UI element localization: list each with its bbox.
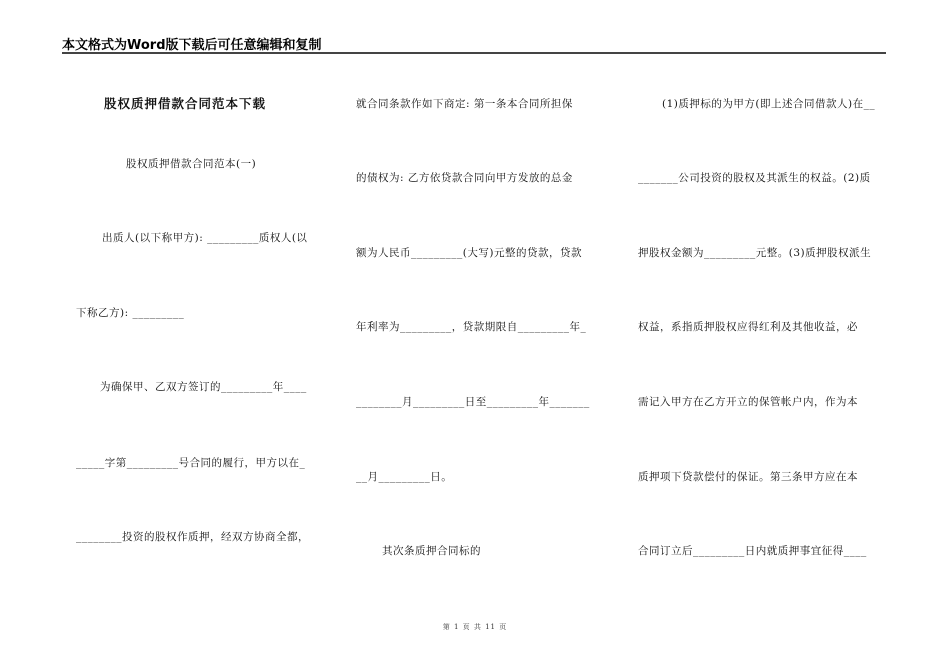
- text-line: ________投资的股权作质押，经双方协商全都，: [76, 531, 309, 543]
- text-line: 就合同条款作如下商定: 第一条本合同所担保: [356, 98, 573, 110]
- text-line: 额为人民币_________(大写)元整的贷款，贷款: [356, 247, 582, 259]
- text-line: 需记入甲方在乙方开立的保管帐户内，作为本: [638, 396, 858, 408]
- header-divider: [62, 52, 886, 54]
- text-line: 质押项下贷款偿付的保证。第三条甲方应在本: [638, 471, 858, 483]
- text-line: 的债权为: 乙方依贷款合同向甲方发放的总金: [356, 172, 573, 184]
- text-line: 下称乙方): _________: [76, 307, 185, 319]
- text-line: 股权质押借款合同范本(一): [126, 158, 257, 170]
- text-line: ________月_________日至_________年_______: [356, 396, 590, 408]
- text-line: (1)质押标的为甲方(即上述合同借款人)在__: [662, 98, 876, 110]
- text-line: 年利率为_________，贷款期限自_________年_: [356, 321, 587, 333]
- document-title: 股权质押借款合同范本下载: [104, 96, 267, 111]
- text-line: 出质人(以下称甲方): _________质权人(以: [102, 232, 308, 244]
- text-line: 合同订立后_________日内就质押事宜征得____: [638, 545, 867, 557]
- document-header-title: 本文格式为Word版下载后可任意编辑和复制: [62, 38, 322, 53]
- text-line: _____字第_________号合同的履行，甲方以在_: [76, 457, 306, 469]
- text-line: 权益，系指质押股权应得红利及其他收益，必: [638, 321, 858, 333]
- text-line: __月_________日。: [356, 471, 453, 483]
- text-line: 押股权金额为_________元整。(3)质押股权派生: [638, 247, 872, 259]
- text-line: 为确保甲、乙双方签订的_________年____: [100, 381, 307, 393]
- page-number: 第 1 页 共 11 页: [442, 623, 508, 631]
- text-line: _______公司投资的股权及其派生的权益。(2)质: [638, 172, 871, 184]
- text-line: 其次条质押合同标的: [382, 545, 481, 557]
